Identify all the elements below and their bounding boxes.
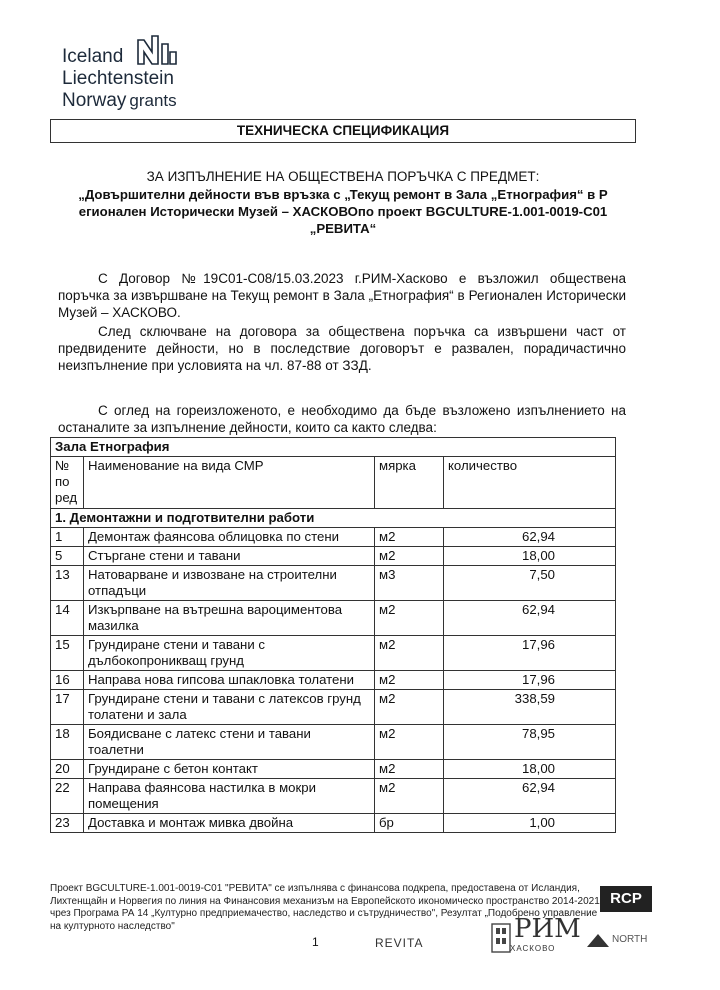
row-num: 18 (51, 725, 84, 760)
table-row (51, 671, 616, 690)
subject-line: ЗА ИЗПЪЛНЕНИЕ НА ОБЩЕСТВЕНА ПОРЪЧКА С ПРЕДМЕТ: (146, 169, 540, 184)
row-name: Грундиране с бетон контакт (84, 760, 375, 779)
logo-line-liechtenstein: Liechtenstein (62, 68, 174, 89)
row-num: 20 (51, 760, 84, 779)
table-row (51, 690, 616, 725)
row-qty: 62,94 (444, 528, 616, 547)
row-name: Грундиране стени и тавани с дълбокопроникващ грунд (84, 636, 375, 671)
row-num: 22 (51, 779, 84, 814)
row-name: Боядисване с латекс стени и тавани тоалетни (84, 725, 375, 760)
paragraph-remaining: С оглед на гореизложеното, е необходимо да бъде възложено изпълнението на останалите за изпълнение дейности, които са както следва: (58, 403, 626, 435)
logo-grants: grants (129, 91, 177, 110)
paragraph-termination: След сключване на договора за обществена поръчка са извършени част от предвидените дейности, но в последствие договорът е развален, порадичастично неизпълнение при условията на чл. 87-88 от ЗЗД. (58, 324, 626, 373)
logo-line-norway (62, 90, 177, 111)
table-row (51, 760, 616, 779)
row-unit: м2 (375, 528, 444, 547)
row-name: Стъргане стени и тавани (84, 547, 375, 566)
paragraph-contract: С Договор №19С01-С08/15.03.2023 г.РИМ-Хасково е възложил обществена поръчка за извършване на Текущ ремонт в Зала „Етнография“ в Регионален Исторически Музей – ХАСКОВО. (58, 271, 626, 320)
logo-norway: Norway (62, 90, 127, 111)
row-unit: м2 (375, 779, 444, 814)
table-hall-title: Зала Етнография (51, 438, 616, 457)
row-name: Изкърпване на вътрешна вароциментова мазилка (84, 601, 375, 636)
row-num: 17 (51, 690, 84, 725)
page-number: 1 (312, 935, 319, 949)
row-qty: 62,94 (444, 779, 616, 814)
row-unit: м2 (375, 690, 444, 725)
row-unit: м2 (375, 547, 444, 566)
header-num: № по ред (51, 457, 84, 509)
row-qty: 7,50 (444, 566, 616, 601)
header-unit: мярка (375, 457, 444, 509)
table-row (51, 547, 616, 566)
row-num: 5 (51, 547, 84, 566)
row-unit: м2 (375, 725, 444, 760)
table-header-row (51, 457, 616, 509)
row-unit: м2 (375, 601, 444, 636)
works-table (50, 437, 616, 833)
header-qty: количество (444, 457, 616, 509)
table-row (51, 566, 616, 601)
row-num: 16 (51, 671, 84, 690)
row-qty: 17,96 (444, 636, 616, 671)
header-name: Наименование на вида СМР (84, 457, 375, 509)
rim-logo-sub: ХАСКОВО (510, 944, 556, 953)
row-num: 1 (51, 528, 84, 547)
section-title: 1. Демонтажни и подготвителни работи (51, 509, 616, 528)
grants-mark-icon (136, 34, 178, 66)
table-row (51, 779, 616, 814)
row-qty: 18,00 (444, 547, 616, 566)
logo-line-iceland: Iceland (62, 46, 124, 67)
row-name: Натоварване и извозване на строителни отпадъци (84, 566, 375, 601)
row-num: 15 (51, 636, 84, 671)
row-num: 13 (51, 566, 84, 601)
row-qty: 338,59 (444, 690, 616, 725)
funding-footer: Проект BGCULTURE-1.001-0019-C01 "РЕВИТА" се изпълнява с финансова подкрепа, предоставена от Исландия, Лихтенщайн и Норвегия по линия на Финансовия механизъм на Европейското икономическо пространство 2014-2021 чрез Програма РА 14 „Културно предприемачество, наследство и сътрудничество", Резултат „Подобрено управление на културното наследство" (50, 883, 600, 932)
eea-grants-logo (62, 34, 202, 114)
row-qty: 1,00 (444, 814, 616, 833)
row-name: Направа нова гипсова шпакловка толатени (84, 671, 375, 690)
rcp-logo: RCP (600, 886, 652, 912)
row-name: Доставка и монтаж мивка двойна (84, 814, 375, 833)
table-row (51, 725, 616, 760)
revita-logo: REVITA (375, 936, 424, 950)
row-num: 23 (51, 814, 84, 833)
row-name: Направа фаянсова настилка в мокри помещения (84, 779, 375, 814)
row-num: 14 (51, 601, 84, 636)
row-unit: м3 (375, 566, 444, 601)
row-qty: 62,94 (444, 601, 616, 636)
north-logo: NORTH (612, 934, 648, 945)
table-row (51, 636, 616, 671)
row-unit: м2 (375, 760, 444, 779)
rim-logo-text: РИМ (514, 914, 581, 944)
table-row (51, 528, 616, 547)
row-qty: 17,96 (444, 671, 616, 690)
table-row (51, 601, 616, 636)
row-name: Грундиране стени и тавани с латексов грунд толатени и зала (84, 690, 375, 725)
document-title: ТЕХНИЧЕСКА СПЕЦИФИКАЦИЯ (50, 119, 636, 143)
row-qty: 78,95 (444, 725, 616, 760)
table-row (51, 814, 616, 833)
row-unit: м2 (375, 636, 444, 671)
north-mark-icon (586, 932, 610, 948)
subject-title: „Довършителни дейности във връзка с „Текущ ремонт в Зала „Етнография“ в Р егионален Исторически Музей – ХАСКОВОпо проект BGCULTURE-1.001-0019-C01 „РЕВИТА“ (78, 187, 608, 236)
row-qty: 18,00 (444, 760, 616, 779)
row-name: Демонтаж фаянсова облицовка по стени (84, 528, 375, 547)
row-unit: бр (375, 814, 444, 833)
row-unit: м2 (375, 671, 444, 690)
